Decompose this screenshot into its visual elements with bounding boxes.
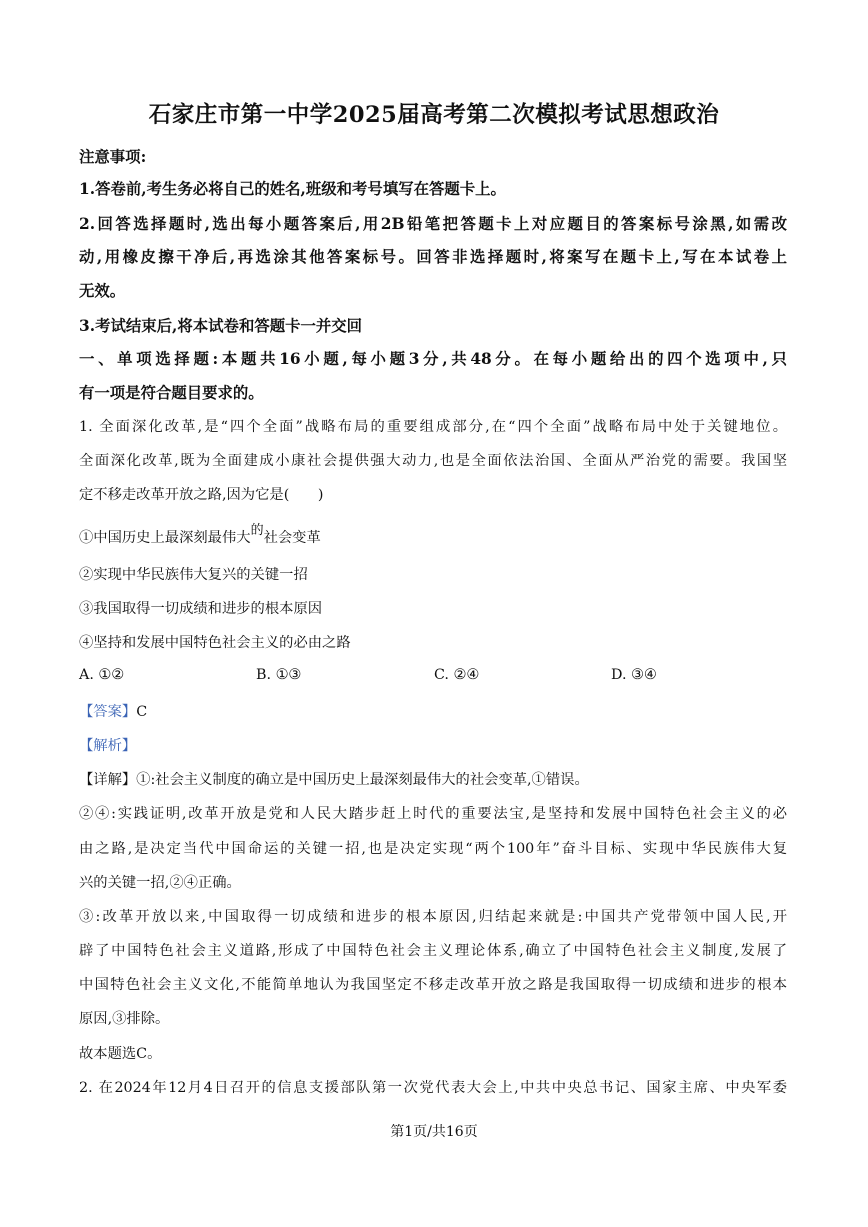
q1-detail-3-line-4: 原因,③排除。 bbox=[79, 1011, 170, 1027]
notice-item-2-line-3: 无效。 bbox=[79, 282, 126, 300]
q1-stem-line-1: 1. 全面深化改革,是“四个全面”战略布局的重要组成部分,在“四个全面”战略布局中处于关键地位。 bbox=[79, 419, 787, 435]
q1-statement-4: ④坚持和发展中国特色社会主义的必由之路 bbox=[79, 635, 351, 651]
notice-heading: 注意事项: bbox=[79, 148, 147, 166]
page-footer: 第1页/共16页 bbox=[390, 1124, 478, 1140]
q1-detail-1: 【详解】①:社会主义制度的确立是中国历史上最深刻最伟大的社会变革,①错误。 bbox=[79, 772, 589, 788]
q1-statement-1-text-b: 社会变革 bbox=[263, 530, 321, 546]
q1-statement-1-text-a: ①中国历史上最深刻最伟大 bbox=[79, 530, 251, 546]
q1-conclusion: 故本题选C。 bbox=[79, 1046, 162, 1062]
q1-stem-line-2: 全面深化改革,既为全面建成小康社会提供强大动力,也是全面依法治国、全面从严治党的需要。我国坚 bbox=[79, 453, 787, 469]
analysis-label: 【解析】 bbox=[79, 738, 137, 754]
q1-detail-3-line-2: 辟了中国特色社会主义道路,形成了中国特色社会主义理论体系,确立了中国特色社会主义制度,发展了 bbox=[79, 943, 787, 959]
notice-item-1: 1.答卷前,考生务必将自己的姓名,班级和考号填写在答题卡上。 bbox=[79, 180, 506, 198]
q1-detail-2-line-3: 兴的关键一招,②④正确。 bbox=[79, 875, 241, 891]
answer-label: 【答案】 bbox=[79, 704, 137, 720]
q1-statement-1 bbox=[79, 523, 321, 547]
q1-statement-2: ②实现中华民族伟大复兴的关键一招 bbox=[79, 567, 308, 583]
q1-option-d: D. ③④ bbox=[611, 667, 657, 683]
q1-statement-1-superscript: 的 bbox=[250, 523, 264, 538]
notice-item-2-line-2: 动,用橡皮擦干净后,再选涂其他答案标号。回答非选择题时,将案写在题卡上,写在本试卷上 bbox=[79, 248, 787, 266]
answer-value: C bbox=[136, 704, 148, 720]
q2-stem-line-1: 2. 在2024年12月4日召开的信息支援部队第一次党代表大会上,中共中央总书记、国家主席、中央军委 bbox=[79, 1080, 787, 1096]
q1-option-c: C. ②④ bbox=[434, 667, 480, 683]
q1-detail-3-line-1: ③:改革开放以来,中国取得一切成绩和进步的根本原因,归结起来就是:中国共产党带领中国人民,开 bbox=[79, 909, 787, 925]
page-title: 石家庄市第一中学2025届高考第二次模拟考试思想政治 bbox=[148, 102, 720, 128]
q1-option-b: B. ①③ bbox=[256, 667, 302, 683]
section-heading-line-1: 一、单项选择题:本题共16小题,每小题3分,共48分。在每小题给出的四个选项中,只 bbox=[79, 350, 787, 368]
section-heading-line-2: 有一项是符合题目要求的。 bbox=[79, 384, 264, 402]
q1-option-a: A. ①② bbox=[79, 667, 125, 683]
q1-answer bbox=[79, 701, 147, 721]
q1-statement-3: ③我国取得一切成绩和进步的根本原因 bbox=[79, 601, 323, 617]
q1-detail-3-line-3: 中国特色社会主义文化,不能简单地认为我国坚定不移走改革开放之路是我国取得一切成绩和进步的根本 bbox=[79, 977, 787, 993]
q1-detail-2-line-1: ②④:实践证明,改革开放是党和人民大踏步赶上时代的重要法宝,是坚持和发展中国特色社会主义的必 bbox=[79, 806, 787, 822]
q1-detail-2-line-2: 由之路,是决定当代中国命运的关键一招,也是决定实现“两个100年”奋斗目标、实现中华民族伟大复 bbox=[79, 841, 787, 857]
notice-item-3: 3.考试结束后,将本试卷和答题卡一并交回 bbox=[79, 317, 363, 335]
notice-item-2-line-1: 2.回答选择题时,选出每小题答案后,用2B铅笔把答题卡上对应题目的答案标号涂黑,如需改 bbox=[79, 215, 787, 233]
q1-stem-line-3: 定不移走改革开放之路,因为它是( ) bbox=[79, 487, 324, 503]
